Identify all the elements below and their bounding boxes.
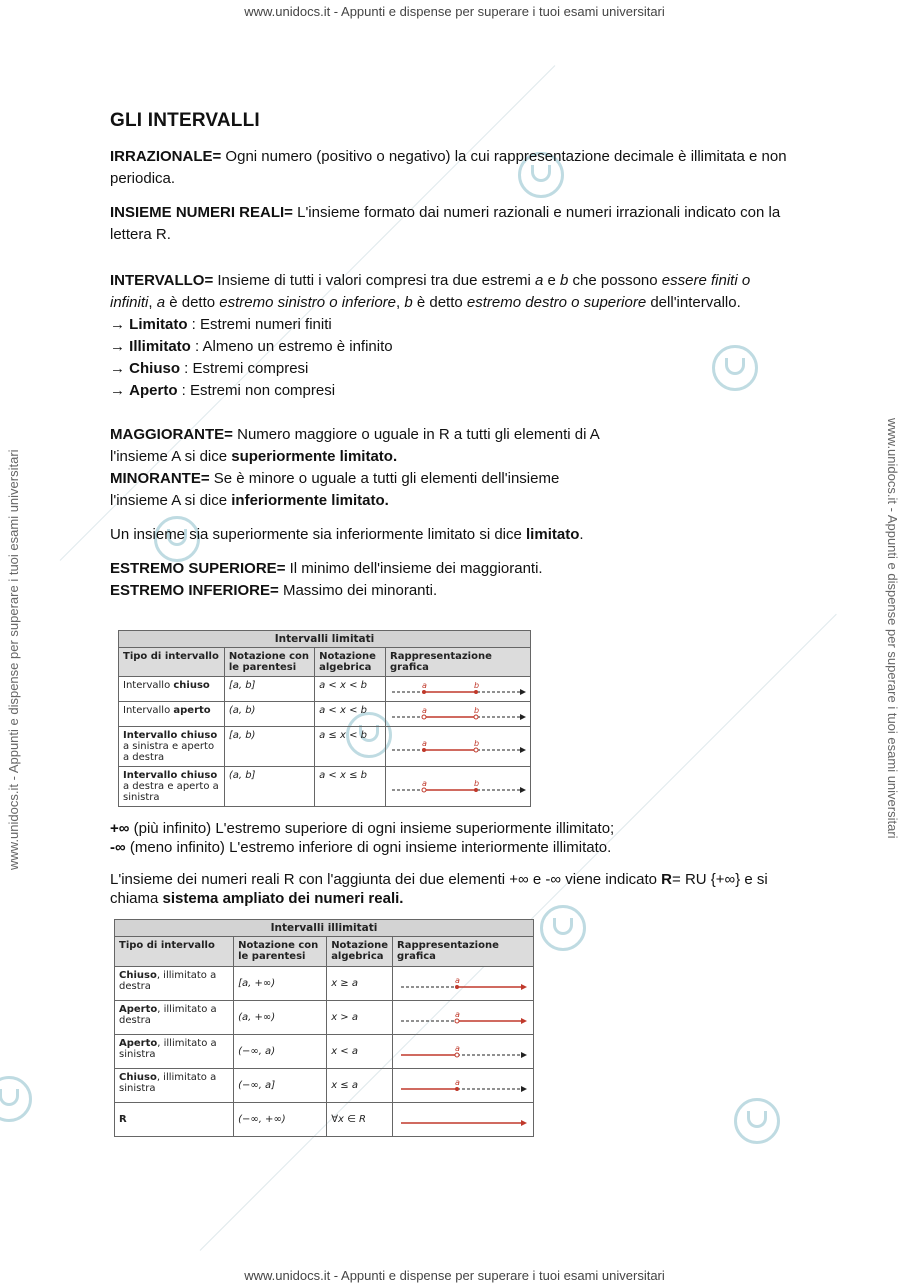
svg-text:a: a (422, 681, 427, 690)
table-caption: Intervalli illimitati (115, 920, 534, 937)
type-item: → Chiuso : Estremi compresi (110, 360, 309, 377)
svg-text:b: b (474, 778, 480, 788)
type-item: → Illimitato : Almeno un estremo è infinito (110, 338, 393, 355)
svg-text:a: a (455, 1043, 460, 1053)
def-minorante: MINORANTE= Se è minore o uguale a tutti gli elementi dell'insieme (110, 470, 560, 487)
table-intervalli-illimitati (114, 919, 534, 1137)
table-row: Aperto, illimitato a sinistra (−∞, a) x < a a (115, 1035, 534, 1069)
watermark-left: www.unidocs.it - Appunti e dispense per superare i tuoi esami universitari (6, 449, 21, 870)
def-maggiorante-2: l'insieme A si dice superiormente limitato. (110, 448, 398, 465)
interval-graph (397, 975, 529, 993)
graph-cell (386, 702, 531, 727)
svg-text:a: a (455, 1077, 460, 1087)
def-reali (110, 202, 790, 246)
interval-graph (390, 705, 526, 723)
text-irrazionale: Ogni numero (positivo o negativo) la cui rappresentazione decimale è illimitata e non periodica. (110, 148, 787, 187)
watermark-logo-icon (734, 1098, 780, 1144)
graph-cell (393, 1069, 534, 1103)
graph-cell (393, 967, 534, 1001)
term-intervallo: INTERVALLO= (110, 272, 214, 289)
page-footer: www.unidocs.it - Appunti e dispense per superare i tuoi esami universitari (244, 1268, 665, 1283)
col-header: Notazione con le parentesi (234, 937, 327, 967)
def-limitato: Un insieme sia superiormente sia inferiormente limitato si dice limitato. (110, 526, 584, 543)
def-estremo-inferiore: ESTREMO INFERIORE= Massimo dei minoranti. (110, 582, 438, 599)
svg-text:a: a (422, 706, 427, 715)
type-item: → Limitato : Estremi numeri finiti (110, 316, 332, 333)
svg-text:b: b (474, 706, 480, 715)
text-reali: L'insieme formato dai numeri razionali e numeri irrazionali indicato con la lettera R. (110, 204, 781, 243)
watermark-logo-icon (0, 1076, 32, 1122)
col-header: Tipo di intervallo (119, 648, 225, 677)
interval-graph (397, 1077, 529, 1095)
col-header: Rappresentazione grafica (386, 648, 531, 677)
def-maggiorante: MAGGIORANTE= Numero maggiore o uguale in R a tutti gli elementi di A (110, 426, 600, 443)
table-row: Intervallo chiuso a destra e aperto a sinistra (a, b] a < x ≤ b a b (119, 767, 531, 807)
graph-cell (393, 1103, 534, 1137)
def-estremo-superiore: ESTREMO SUPERIORE= Il minimo dell'insieme dei maggioranti. (110, 560, 543, 577)
term-irrazionale: IRRAZIONALE= (110, 148, 222, 165)
table-row: Intervallo aperto (a, b) a < x < b a b (119, 702, 531, 727)
interval-graph (390, 680, 526, 698)
table-row: Aperto, illimitato a destra (a, +∞) x > a a (115, 1001, 534, 1035)
def-irrazionale (110, 146, 790, 190)
watermark-right: www.unidocs.it - Appunti e dispense per superare i tuoi esami universitari (885, 418, 900, 839)
table-row: Chiuso, illimitato a destra [a, +∞) x ≥ a a (115, 967, 534, 1001)
table-caption: Intervalli limitati (119, 631, 531, 648)
watermark-logo-icon (540, 905, 586, 951)
table-intervalli-limitati (118, 630, 531, 807)
svg-text:b: b (474, 681, 480, 690)
page-header: www.unidocs.it - Appunti e dispense per superare i tuoi esami universitari (244, 4, 665, 19)
interval-graph (390, 738, 526, 756)
interval-graph (390, 778, 526, 796)
svg-text:a: a (455, 975, 460, 985)
def-minorante-2: l'insieme A si dice inferiormente limitato. (110, 492, 389, 509)
col-header: Notazione con le parentesi (224, 648, 314, 677)
interval-graph (397, 1111, 529, 1129)
def-piu-infinito: +∞ (più infinito) L'estremo superiore di ogni insieme superiormente illimitato; (110, 820, 615, 837)
table-row: Intervallo chiuso [a, b] a < x < b a b (119, 677, 531, 702)
table-row: Intervallo chiuso a sinistra e aperto a destra [a, b) a ≤ x < b a b (119, 727, 531, 767)
graph-cell (386, 767, 531, 807)
col-header: Notazione algebrica (315, 648, 386, 677)
term-reali: INSIEME NUMERI REALI= (110, 204, 293, 221)
graph-cell (393, 1035, 534, 1069)
infinity-block (110, 819, 800, 908)
interval-graph (397, 1009, 529, 1027)
graph-cell (386, 727, 531, 767)
col-header: Tipo di intervallo (115, 937, 234, 967)
def-intervallo: INTERVALLO= Insieme di tutti i valori compresi tra due estremi a e b che possono essere finiti o infiniti, a è detto estremo sinistro o inferiore, b è detto estremo destro o superiore dell'intervallo. (110, 272, 751, 311)
col-header: Rappresentazione grafica (393, 937, 534, 967)
graph-cell (386, 677, 531, 702)
svg-text:a: a (422, 778, 427, 788)
graph-cell (393, 1001, 534, 1035)
def-meno-infinito: -∞ (meno infinito) L'estremo inferiore di ogni insieme interiormente illimitato. (110, 839, 612, 856)
type-item: → Aperto : Estremi non compresi (110, 382, 336, 399)
svg-text:a: a (455, 1009, 460, 1019)
page-title: GLI INTERVALLI (110, 110, 260, 131)
document-body (110, 110, 790, 602)
table-row: Chiuso, illimitato a sinistra (−∞, a] x ≤ a a (115, 1069, 534, 1103)
col-header: Notazione algebrica (327, 937, 393, 967)
def-sistema-ampliato: L'insieme dei numeri reali R con l'aggiunta dei due elementi +∞ e -∞ viene indicato R= RU {+∞} e si chiama sistema ampliato dei numeri reali. (110, 871, 768, 907)
table-row: R (−∞, +∞) ∀x ∈ R (115, 1103, 534, 1137)
svg-text:a: a (422, 738, 427, 748)
svg-text:b: b (474, 738, 480, 748)
interval-graph (397, 1043, 529, 1061)
